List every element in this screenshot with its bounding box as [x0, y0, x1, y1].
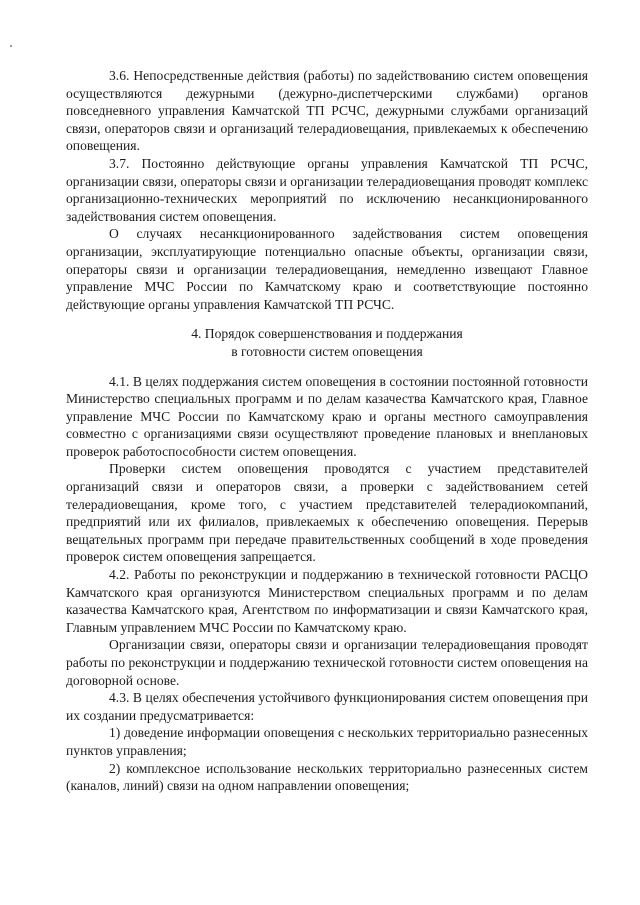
section-heading-line1: 4. Порядок совершенствования и поддержания — [191, 326, 463, 342]
paragraph-4-2: 4.2. Работы по реконструкции и поддержанию в технической готовности РАСЦО Камчатского края организуются Министерством специальных программ и по делам казачества Камчатского края, Агентством по информатизации и связи Камчатского края, Главным управлением МЧС России по Камчатскому краю. — [66, 567, 588, 635]
paragraph-3-7: 3.7. Постоянно действующие органы управления Камчатской ТП РСЧС, организации связи, операторы связи и организации телерадиовещания проводят комплекс организационно-технических мероприятий по исключению несанкционированного задействования систем оповещения. — [66, 155, 588, 224]
paragraph-contract-basis: Организации связи, операторы связи и организации телерадиовещания проводят работы по реконструкции и поддержанию технической готовности систем оповещения на договорной основе. — [66, 637, 588, 688]
document-body — [66, 67, 588, 795]
paragraph-unauthorized-activation: О случаях несанкционированного задействования систем оповещения организации, эксплуатирующие потенциально опасные объекты, организации связи, операторы связи и организации телерадиовещания, немедленно извещают Главное управление МЧС России по Камчатскому краю и соответствующие постоянно действующие органы управления Камчатской ТП РСЧС. — [66, 226, 588, 312]
paragraph-inspections: Проверки систем оповещения проводятся с участием представителей организаций связи и операторов связи, а проверки с задействованием сетей телерадиовещания, кроме того, с участием представителей телерадиокомпаний, предприятий или их филиалов, привлекаемых к обеспечению оповещения. Перерыв вещательных программ при передаче правительственных сообщений в ходе проведения проверок систем оповещения запрещается. — [66, 461, 588, 565]
scan-speck — [10, 45, 12, 47]
list-item-2: 2) комплексное использование нескольких территориально разнесенных систем (каналов, линий) связи на одном направлении оповещения; — [66, 760, 588, 794]
paragraph-3-6: 3.6. Непосредственные действия (работы) по задействованию систем оповещения осуществляются дежурными (дежурно-диспетчерскими службами) органов повседневного управления Камчатской ТП РСЧС, дежурными службами организаций связи, операторов связи и организаций телерадиовещания, привлекаемых к обеспечению оповещения. — [66, 68, 588, 154]
paragraph-4-1: 4.1. В целях поддержания систем оповещения в состоянии постоянной готовности Министерство специальных программ и по делам казачества Камчатского края, Главное управление МЧС России по Камчатскому краю и органы местного самоуправления совместно с организациями связи осуществляют проведение плановых и внеплановых проверок работоспособности систем оповещения. — [66, 373, 588, 459]
list-item-1: 1) доведение информации оповещения с нескольких территориально разнесенных пунктов управления; — [66, 725, 588, 758]
paragraph-4-3: 4.3. В целях обеспечения устойчивого функционирования систем оповещения при их создании предусматривается: — [66, 690, 588, 723]
section-heading-line2: в готовности систем оповещения — [231, 343, 423, 359]
